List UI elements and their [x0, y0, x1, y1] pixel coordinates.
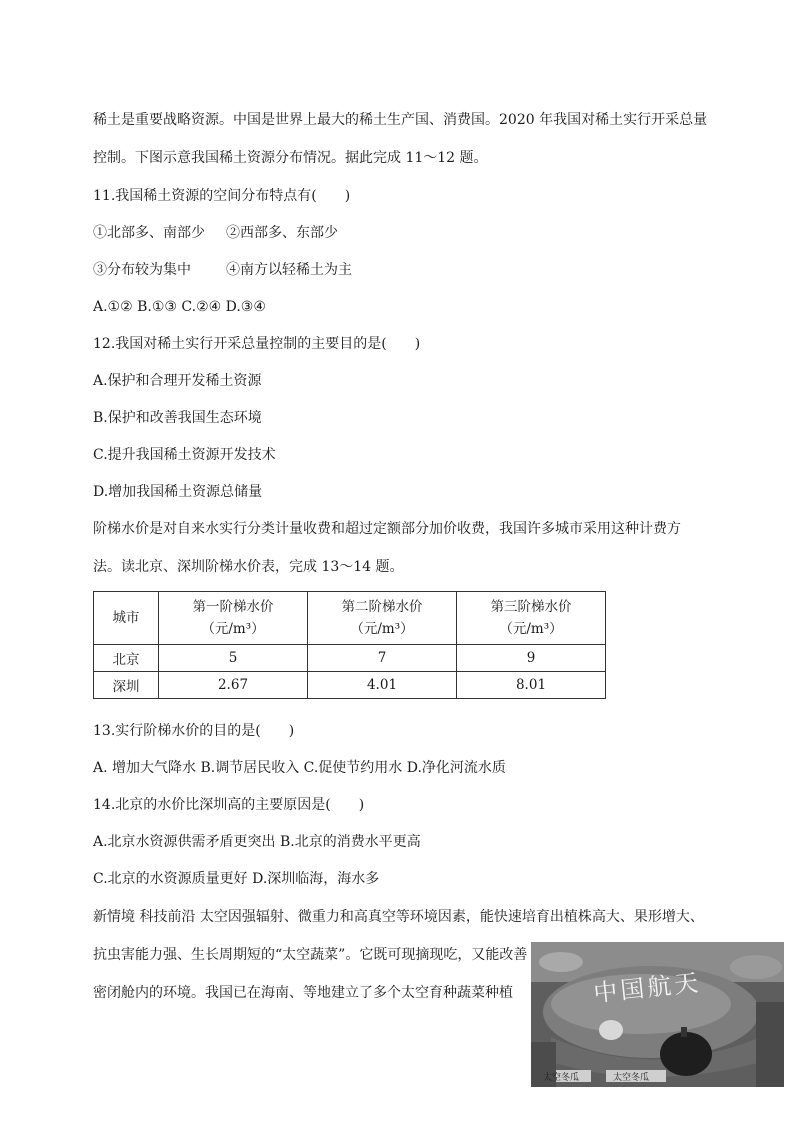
q12-option-a: A.保护和合理开发稀土资源 — [93, 373, 262, 389]
photo-label-left: 太空冬瓜 — [543, 1073, 580, 1083]
q11-choices: A.①② B.①③ C.②④ D.③④ — [93, 299, 266, 315]
water-price-table — [93, 591, 606, 699]
row-city: 深圳 — [94, 672, 159, 699]
passage-line2: 抗虫害能力强、生长周期短的“太空蔬菜”。它既可现摘现吃，又能改善 — [93, 947, 528, 963]
q13-options: A. 增加大气降水 B.调节居民收入 C.促使节约用水 D.净化河流水质 — [93, 760, 506, 776]
row-city: 北京 — [94, 645, 159, 672]
header-tier-2 — [308, 592, 457, 645]
photo-label-right: 太空冬瓜 — [613, 1073, 650, 1083]
header-tier-1-name: 第一阶梯水价 — [192, 599, 274, 615]
header-tier-3-name: 第三阶梯水价 — [490, 599, 572, 615]
header-tier-1 — [159, 592, 308, 645]
row-tier-1: 2.67 — [159, 672, 308, 699]
passage-line3: 密闭舱内的环境。我国已在海南、等地建立了多个太空育种蔬菜种植 — [93, 985, 513, 1001]
header-tier-2-name: 第二阶梯水价 — [341, 599, 423, 615]
header-tier-3 — [457, 592, 606, 645]
q11-option-4: ④南方以轻稀土为主 — [226, 262, 352, 278]
header-city: 城市 — [94, 592, 159, 645]
q12-option-c: C.提升我国稀土资源开发技术 — [93, 447, 276, 463]
q11-option-3: ③分布较为集中 — [93, 262, 191, 278]
q12-option-d: D.增加我国稀土资源总储量 — [93, 484, 263, 500]
row-tier-1: 5 — [159, 645, 308, 672]
row-tier-2: 7 — [308, 645, 457, 672]
intro2-line2: 法。读北京、深圳阶梯水价表，完成 13～14 题。 — [93, 559, 404, 575]
row-tier-3: 8.01 — [457, 672, 606, 699]
q14-options-cd: C.北京的水资源质量更好 D.深圳临海，海水多 — [93, 871, 380, 887]
intro2-line1: 阶梯水价是对自来水实行分类计量收费和超过定额部分加价收费，我国许多城市采用这种计费方 — [93, 521, 681, 537]
table-header-row — [94, 592, 606, 645]
row-tier-2: 4.01 — [308, 672, 457, 699]
q11-option-1: ①北部多、南部少 — [93, 225, 205, 241]
header-tier-2-unit: （元/m³） — [350, 621, 414, 637]
q14-options-ab: A.北京水资源供需矛盾更突出 B.北京的消费水平更高 — [93, 834, 421, 850]
table-row — [94, 672, 606, 699]
table-row — [94, 645, 606, 672]
q12-option-b: B.保护和改善我国生态环境 — [93, 410, 262, 426]
q13-stem: 13.实行阶梯水价的目的是( ) — [93, 723, 295, 739]
q12-stem: 12.我国对稀土实行开采总量控制的主要目的是( ) — [93, 336, 421, 352]
space-vegetable-photo — [531, 942, 784, 1087]
q11-stem: 11.我国稀土资源的空间分布特点有( ) — [93, 188, 351, 204]
intro1-line2: 控制。下图示意我国稀土资源分布情况。据此完成 11～12 题。 — [93, 150, 488, 166]
q14-stem: 14.北京的水价比深圳高的主要原因是( ) — [93, 797, 365, 813]
header-tier-1-unit: （元/m³） — [201, 621, 265, 637]
q11-option-2: ②西部多、东部少 — [226, 225, 338, 241]
intro1-line1: 稀土是重要战略资源。中国是世界上最大的稀土生产国、消费国。2020 年我国对稀土实行开采总量 — [93, 112, 708, 128]
header-tier-3-unit: （元/m³） — [499, 621, 563, 637]
passage-line1: 新情境 科技前沿 太空因强辐射、微重力和高真空等环境因素，能快速培育出植株高大、果形增大、 — [93, 909, 704, 925]
row-tier-3: 9 — [457, 645, 606, 672]
photo-graphic — [531, 942, 784, 1087]
photo-banner-text: 中国航天 — [592, 968, 703, 1008]
